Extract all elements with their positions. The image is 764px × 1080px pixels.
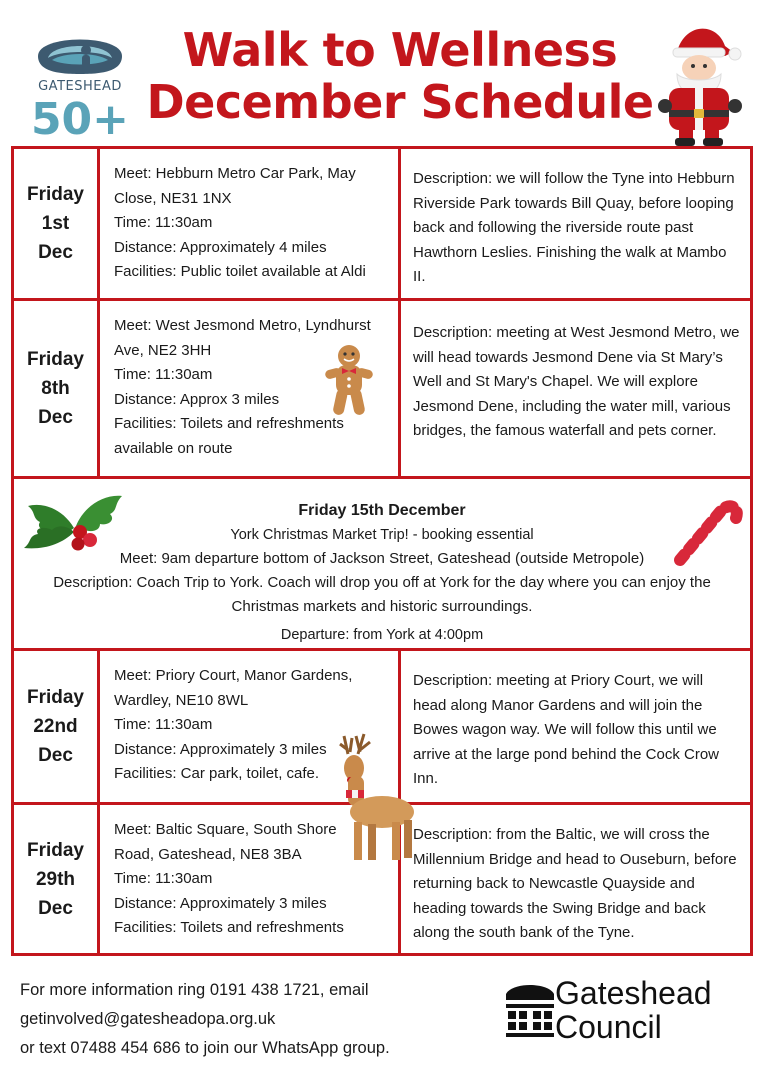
meet-line: Meet: Baltic Square, South Shore xyxy=(114,821,337,838)
walk-distance: Distance: Approximately 3 miles xyxy=(114,894,327,912)
special-event-subtitle: York Christmas Market Trip! - booking essential xyxy=(230,527,534,543)
meet-line: Wardley, NE10 8WL xyxy=(114,691,249,709)
council-name xyxy=(555,976,712,1044)
council-line-2: Council xyxy=(555,1009,662,1045)
walk-day: Friday xyxy=(26,184,85,205)
santa-icon xyxy=(655,22,745,147)
contact-email[interactable]: getinvolved@gatesheadopa.org.uk xyxy=(20,1010,276,1028)
walk-day: Friday xyxy=(26,687,85,708)
contact-line-1: For more information ring 0191 438 1721, email xyxy=(20,981,369,999)
special-event-departure: Departure: from York at 4:00pm xyxy=(280,627,484,643)
walk-day: Friday xyxy=(26,349,85,370)
walk-facilities: Facilities: Public toilet available at Aldi xyxy=(114,263,366,281)
walk-month: Dec xyxy=(38,897,73,919)
walk-date xyxy=(14,651,100,802)
walk-facilities: Facilities: Car park, toilet, cafe. xyxy=(114,765,320,783)
special-event-meet: Meet: 9am departure bottom of Jackson Street, Gateshead (outside Metropole) xyxy=(119,550,645,567)
special-event-description: Description: Coach Trip to York. Coach will drop you off at York for the day where you can enjoy the Christmas markets and historic surroundings. xyxy=(53,574,711,615)
walk-month: Dec xyxy=(38,407,73,428)
walk-distance: Distance: Approximately 4 miles xyxy=(114,238,327,256)
candy-cane-icon xyxy=(672,486,750,568)
walk-month: Dec xyxy=(38,242,73,263)
walk-month: Dec xyxy=(38,745,73,766)
walk-date xyxy=(14,149,100,298)
walk-distance: Distance: Approx 3 miles xyxy=(114,390,280,408)
walk-time: Time: 11:30am xyxy=(114,716,213,734)
gateshead-50-plus-logo xyxy=(30,28,130,140)
page-title xyxy=(140,24,660,128)
walk-description: Description: meeting at West Jesmond Metro, we will head towards Jesmond Dene via St Mary’s Well and St Mary's Chapel. We will explore Jesmond Dene, including the water mill, various bridges, the famous waterfall and pets corner. xyxy=(413,324,740,440)
contact-line-3: or text 07488 454 686 to join our WhatsApp group. xyxy=(20,1039,390,1057)
walk-facilities: available on route xyxy=(114,439,233,457)
walk-time: Time: 11:30am xyxy=(114,214,213,232)
walk-date xyxy=(14,301,100,476)
walk-facilities: Facilities: Toilets and refreshments xyxy=(114,919,344,937)
reindeer-icon xyxy=(330,732,422,864)
walk-date-number: 29th xyxy=(35,868,76,890)
council-line-1: Gateshead xyxy=(555,975,712,1011)
walk-date-number: 1st xyxy=(41,213,70,234)
council-building-icon xyxy=(502,976,558,1042)
walk-row-1 xyxy=(14,149,750,301)
walk-date xyxy=(14,805,100,953)
meet-line: Close, NE31 1NX xyxy=(114,189,232,207)
walk-date-number: 8th xyxy=(41,378,70,399)
walk-distance: Distance: Approximately 3 miles xyxy=(114,740,327,758)
gingerbread-man-icon xyxy=(324,343,374,419)
walk-time: Time: 11:30am xyxy=(114,870,213,888)
walk-details xyxy=(100,149,401,298)
meet-line: Ave, NE2 3HH xyxy=(114,341,212,359)
meet-line: Meet: Hebburn Metro Car Park, May xyxy=(114,165,356,182)
walk-description: Description: from the Baltic, we will cross the Millennium Bridge and head to Ouseburn, before returning back to Newcastle Quayside and heading towards the Swing Bridge and back along the south bank of the Tyne. xyxy=(413,826,737,942)
title-line-1: Walk to Wellness xyxy=(182,23,618,77)
walk-date-number: 22nd xyxy=(33,716,78,737)
walk-facilities: Facilities: Toilets and refreshments xyxy=(114,415,344,433)
walk-description: Description: we will follow the Tyne into Hebburn Riverside Park towards Bill Quay, before looping back and following the riverside route past Hawthorn Leslies. Finishing the walk at Mambo II. xyxy=(413,170,735,286)
contact-info xyxy=(20,976,390,1063)
title-line-2: December Schedule xyxy=(146,75,654,129)
walk-row-2 xyxy=(14,301,750,479)
walk-description: Description: meeting at Priory Court, we will head along Manor Gardens and will join the Bowes wagon way. We will follow this until we arrive at the large pond behind the Cock Crow Inn. xyxy=(413,672,720,788)
meet-line: Road, Gateshead, NE8 3BA xyxy=(114,845,302,863)
logo-text-big: 50+ xyxy=(30,94,130,140)
walk-time: Time: 11:30am xyxy=(114,366,213,384)
holly-icon xyxy=(22,488,126,564)
meet-line: Meet: Priory Court, Manor Gardens, xyxy=(114,667,353,684)
meet-line: Meet: West Jesmond Metro, Lyndhurst xyxy=(114,317,371,334)
logo-text-top: GATESHEAD xyxy=(38,79,122,94)
special-event-title: Friday 15th December xyxy=(298,502,466,519)
walk-day: Friday xyxy=(26,839,85,861)
